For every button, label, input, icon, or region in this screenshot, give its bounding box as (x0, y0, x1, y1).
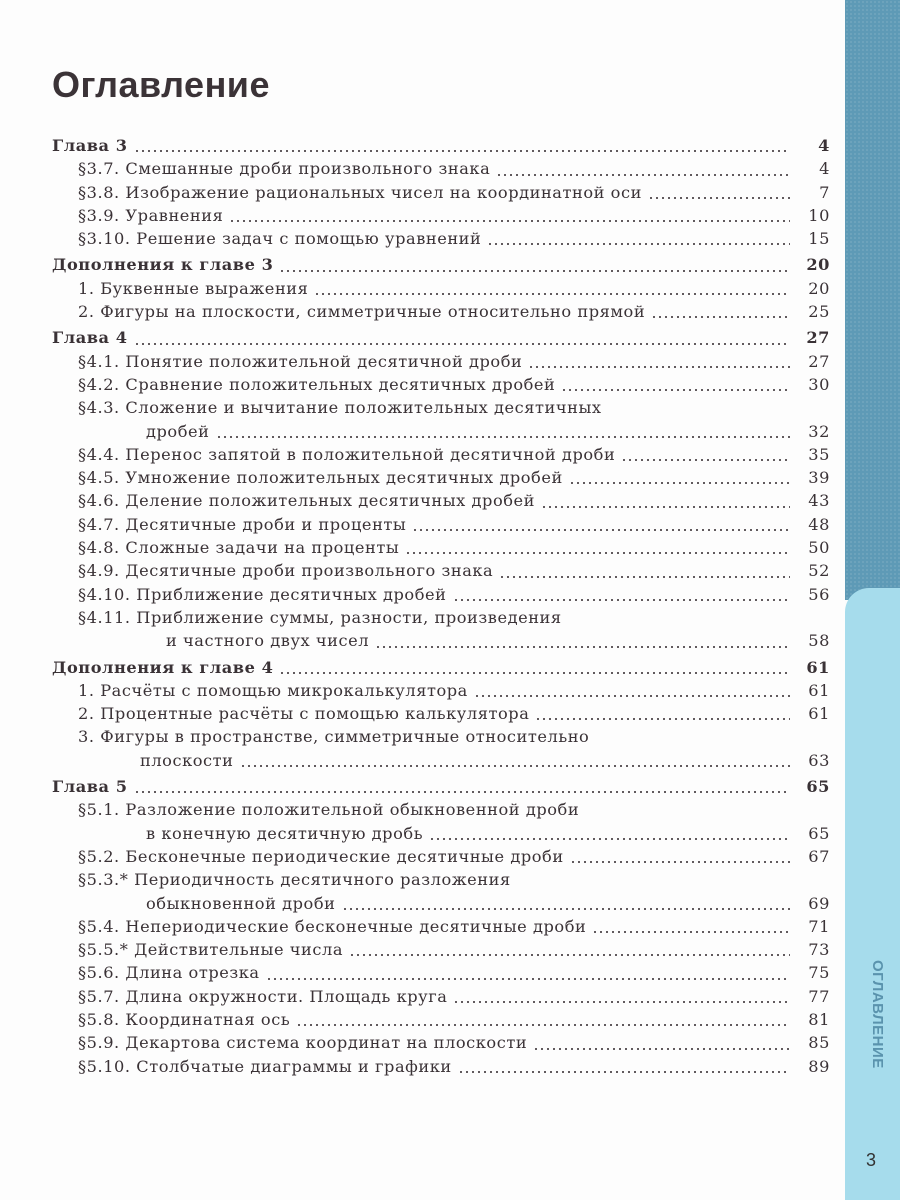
toc-entry-label: §5.8. Координатная ось (78, 1009, 291, 1029)
leader-dots (427, 822, 790, 845)
toc-entry-label: §4.6. Деление положительных десятичных дробей (78, 491, 536, 511)
leader-dots (593, 725, 790, 748)
page-title: Оглавление (52, 64, 270, 105)
leader-dots (227, 204, 790, 227)
toc-entry-label: §4.10. Приближение десятичных дробей (78, 584, 447, 604)
leader-dots (264, 961, 790, 984)
toc-entry[interactable] (52, 204, 830, 227)
toc-entry[interactable] (52, 845, 830, 868)
toc-entry[interactable] (52, 1031, 830, 1054)
toc-entry-label: §5.6. Длина отрезка (78, 963, 260, 983)
leader-dots (410, 513, 790, 536)
toc-entry[interactable] (52, 443, 830, 466)
leader-dots (340, 892, 791, 915)
leader-dots (559, 373, 790, 396)
toc-entry[interactable] (52, 396, 830, 419)
toc-entry[interactable] (52, 277, 830, 300)
toc-entry-label: §4.4. Перенос запятой в положительной десятичной дроби (78, 444, 616, 464)
toc-entry-page: 48 (808, 514, 830, 534)
toc-entry-page: 7 (819, 182, 830, 202)
toc-entry-label: в конечную десятичную дробь (146, 823, 424, 843)
toc-entry-label: 2. Фигуры на плоскости, симметричные относительно прямой (78, 302, 646, 322)
toc-entry[interactable] (52, 725, 830, 748)
toc-entry-page: 58 (808, 631, 830, 651)
leader-dots (533, 702, 790, 725)
toc-entry-page: 65 (808, 823, 830, 843)
toc-entry-label: §4.2. Сравнение положительных десятичных дробей (78, 374, 556, 394)
leader-dots (646, 181, 790, 204)
toc-entry[interactable] (52, 536, 830, 559)
toc-entry-label: §4.8. Сложные задачи на проценты (78, 538, 400, 558)
toc-entry-page: 61 (808, 680, 830, 700)
toc-entry[interactable] (52, 1055, 830, 1078)
toc-chapter[interactable] (52, 326, 830, 349)
toc-entry[interactable] (52, 373, 830, 396)
toc-entry[interactable] (52, 350, 830, 373)
toc-chapter[interactable] (52, 134, 830, 157)
leader-dots (132, 775, 790, 798)
toc-entry[interactable] (52, 679, 830, 702)
toc-entry[interactable] (52, 702, 830, 725)
toc-entry[interactable] (52, 513, 830, 536)
toc-entry-label: §4.9. Десятичные дроби произвольного знака (78, 561, 494, 581)
toc-entry-page: 27 (808, 351, 830, 371)
toc-entry-label: §3.8. Изображение рациональных чисел на координатной оси (78, 182, 642, 202)
toc-entry-label: §4.11. Приближение суммы, разности, произведения (78, 607, 562, 627)
toc-entry[interactable] (52, 915, 830, 938)
toc-entry-page: 50 (808, 538, 830, 558)
toc-entry-label: §3.10. Решение задач с помощью уравнений (78, 229, 482, 249)
toc-entry-label: §5.7. Длина окружности. Площадь круга (78, 986, 448, 1006)
toc-entry-label: §5.3.* Периодичность десятичного разложения (78, 870, 511, 890)
toc-entry-page: 77 (808, 986, 830, 1006)
toc-entry-label: обыкновенной дроби (146, 893, 336, 913)
toc-entry-label: Глава 4 (52, 328, 128, 348)
toc-entry-page: 25 (808, 302, 830, 322)
toc-entry-label: §5.5.* Действительные числа (78, 940, 344, 960)
toc-entry-page: 73 (808, 940, 830, 960)
toc-entry-label: §5.9. Декартова система координат на плоскости (78, 1033, 528, 1053)
toc-entry-continuation[interactable] (52, 749, 830, 772)
toc-entry-continuation[interactable] (52, 420, 830, 443)
side-stripe-dark (845, 0, 900, 600)
toc-entry[interactable] (52, 181, 830, 204)
toc-entry-label: §5.4. Непериодические бесконечные десятичные дроби (78, 916, 587, 936)
toc-entry-label: §4.1. Понятие положительной десятичной дроби (78, 351, 523, 371)
leader-dots (494, 157, 790, 180)
toc-entry-page: 39 (808, 468, 830, 488)
toc-entry-page: 10 (808, 205, 830, 225)
toc-entry[interactable] (52, 489, 830, 512)
leader-dots (456, 1055, 790, 1078)
toc-entry-label: дробей (146, 421, 210, 441)
toc-entry-page: 35 (808, 444, 830, 464)
toc-entry-label: §5.1. Разложение положительной обыкновенной дроби (78, 800, 580, 820)
toc-entry-page: 15 (808, 229, 830, 249)
leader-dots (132, 326, 790, 349)
toc-entry-page: 20 (806, 255, 830, 275)
leader-dots (583, 798, 790, 821)
leader-dots (347, 938, 790, 961)
toc-entry-label: Дополнения к главе 4 (52, 657, 274, 677)
toc-entry[interactable] (52, 798, 830, 821)
toc-entry[interactable] (52, 606, 830, 629)
toc-entry[interactable] (52, 227, 830, 250)
toc-entry[interactable] (52, 985, 830, 1008)
leader-dots (312, 277, 790, 300)
leader-dots (277, 656, 790, 679)
toc-entry-page: 30 (808, 374, 830, 394)
toc-entry-label: §5.10. Столбчатые диаграммы и графики (78, 1056, 452, 1076)
toc-entry-page: 65 (806, 777, 830, 797)
toc-chapter[interactable] (52, 775, 830, 798)
toc-entry-page: 61 (806, 657, 830, 677)
leader-dots (568, 845, 790, 868)
toc-entry-label: и частного двух чисел (166, 631, 370, 651)
toc-entry-page: 81 (808, 1009, 830, 1029)
toc-entry-label: плоскости (140, 750, 234, 770)
toc-entry-page: 52 (808, 561, 830, 581)
leader-dots (566, 606, 790, 629)
leader-dots (531, 1031, 790, 1054)
leader-dots (451, 583, 791, 606)
toc-entry-page: 69 (808, 893, 830, 913)
toc-entry[interactable] (52, 868, 830, 891)
leader-dots (649, 300, 790, 323)
leader-dots (497, 559, 790, 582)
toc-entry-page: 4 (819, 159, 830, 179)
toc-entry[interactable] (52, 961, 830, 984)
toc-entry-label: §3.9. Уравнения (78, 205, 224, 225)
page-number: 3 (866, 1150, 877, 1170)
toc-entry-page: 75 (808, 963, 830, 983)
toc-entry-page: 56 (808, 584, 830, 604)
leader-dots (403, 536, 790, 559)
toc-entry-continuation[interactable] (52, 892, 830, 915)
leader-dots (606, 396, 790, 419)
toc-entry-label: 1. Расчёты с помощью микрокалькулятора (78, 680, 468, 700)
toc-entry-page: 89 (808, 1056, 830, 1076)
toc-chapter[interactable] (52, 656, 830, 679)
toc-chapter[interactable] (52, 253, 830, 276)
toc-entry-page: 85 (808, 1033, 830, 1053)
toc-entry-page: 4 (818, 136, 830, 155)
leader-dots (132, 134, 790, 157)
toc-entry-page: 32 (808, 421, 830, 441)
toc-entry-label: §4.7. Десятичные дроби и проценты (78, 514, 407, 534)
toc-entry[interactable] (52, 583, 830, 606)
toc-entry[interactable] (52, 466, 830, 489)
toc-entry[interactable] (52, 1008, 830, 1031)
toc-entry-page: 61 (808, 704, 830, 724)
leader-dots (485, 227, 790, 250)
leader-dots (567, 466, 790, 489)
toc-entry-page: 67 (808, 846, 830, 866)
toc-entry-label: 1. Буквенные выражения (78, 278, 309, 298)
leader-dots (214, 420, 791, 443)
toc-entry[interactable] (52, 559, 830, 582)
leader-dots (277, 253, 790, 276)
toc-entry[interactable] (52, 938, 830, 961)
toc-entry-label: 3. Фигуры в пространстве, симметричные относительно (78, 727, 590, 747)
toc-entry-label: §5.2. Бесконечные периодические десятичные дроби (78, 846, 564, 866)
leader-dots (515, 868, 790, 891)
table-of-contents (52, 134, 830, 1078)
leader-dots (451, 985, 790, 1008)
leader-dots (238, 749, 790, 772)
toc-entry-page: 43 (808, 491, 830, 511)
toc-entry-page: 71 (808, 916, 830, 936)
leader-dots (373, 629, 790, 652)
toc-entry-page: 63 (808, 750, 830, 770)
toc-entry-label: Дополнения к главе 3 (52, 255, 274, 275)
leader-dots (526, 350, 790, 373)
side-tab-label: ОГЛАВЛЕНИЕ (869, 960, 886, 1069)
toc-entry-page: 27 (806, 328, 830, 348)
leader-dots (619, 443, 790, 466)
toc-entry-page: 20 (808, 278, 830, 298)
toc-entry-continuation[interactable] (52, 629, 830, 652)
leader-dots (590, 915, 790, 938)
toc-entry-label: Глава 5 (52, 777, 128, 797)
toc-entry-continuation[interactable] (52, 822, 830, 845)
leader-dots (539, 489, 790, 512)
leader-dots (472, 679, 790, 702)
toc-entry-label: 2. Процентные расчёты с помощью калькулятора (78, 704, 530, 724)
toc-entry-label: §4.3. Сложение и вычитание положительных десятичных (78, 398, 602, 418)
toc-entry-label: §3.7. Смешанные дроби произвольного знака (78, 159, 491, 179)
leader-dots (294, 1008, 790, 1031)
toc-entry-label: Глава 3 (52, 136, 128, 155)
toc-entry-label: §4.5. Умножение положительных десятичных дробей (78, 468, 563, 488)
toc-entry[interactable] (52, 157, 830, 180)
toc-entry[interactable] (52, 300, 830, 323)
